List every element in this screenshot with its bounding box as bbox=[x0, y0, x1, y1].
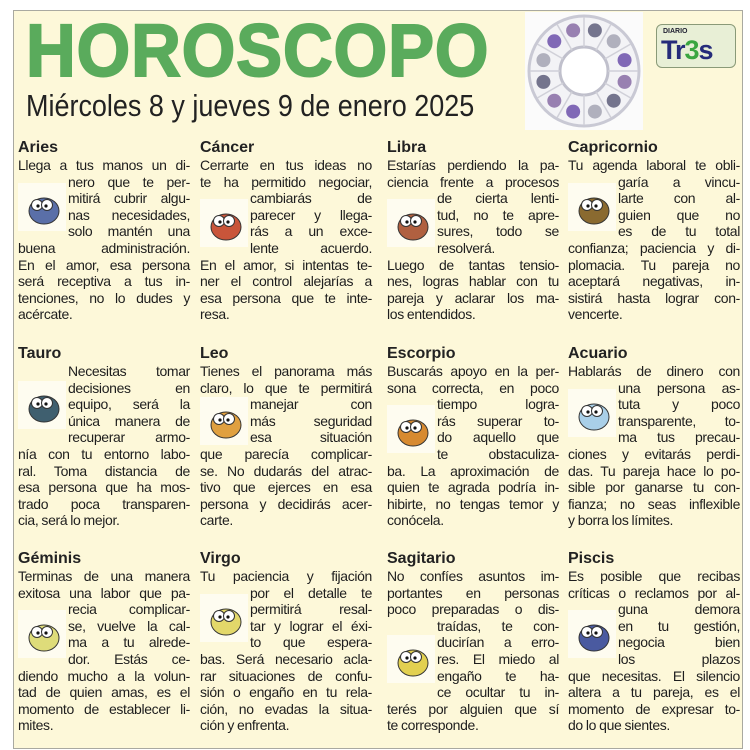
text-line: Estarías perdiendo la pa- bbox=[387, 157, 559, 173]
text-line: ner el control alejarías a bbox=[200, 273, 372, 290]
ram-icon bbox=[18, 183, 66, 231]
scorpion-icon bbox=[387, 405, 435, 453]
text-line: recia complicar- bbox=[68, 601, 190, 618]
text-line: ción y enfrenta. bbox=[200, 717, 290, 734]
text-line: solo mantén una bbox=[68, 223, 190, 240]
text-line: Llega a tus manos un di- bbox=[18, 157, 190, 173]
text-line: traídas, te con- bbox=[437, 617, 559, 634]
text-line: guna demora bbox=[618, 601, 740, 618]
text-line: nes, logras hablar con tu bbox=[387, 273, 559, 290]
text-line: larte con al- bbox=[618, 190, 740, 207]
text-line: poco preparadas o dis- bbox=[387, 601, 559, 618]
text-line: permitirá resal- bbox=[250, 601, 372, 618]
text-line: ma tus precau- bbox=[618, 429, 740, 446]
text-line: parecer y llega- bbox=[250, 206, 372, 223]
goat-icon bbox=[568, 183, 616, 231]
text-line: Tu agenda laboral te obli- bbox=[568, 157, 740, 173]
text-line: sistirá hasta lograr con- bbox=[568, 289, 740, 306]
text-line: de cierta lenti- bbox=[437, 190, 559, 207]
text-line: cambiarás de bbox=[250, 190, 372, 207]
text-line: tivo que ejerces en esa bbox=[200, 479, 372, 496]
text-line: res. El miedo al bbox=[437, 650, 559, 667]
text-line: Buscarás apoyo en la per- bbox=[387, 363, 559, 379]
text-line: única manera de bbox=[68, 412, 190, 429]
text-line: Tu paciencia y fijación bbox=[200, 568, 372, 584]
text-line: más seguridad bbox=[250, 412, 372, 429]
text-line: manejar con bbox=[250, 396, 372, 413]
sign-title: Escorpio bbox=[387, 345, 456, 362]
text-line: plomacia. Tu pareja no bbox=[568, 256, 740, 273]
diario-tres-logo bbox=[656, 24, 736, 68]
sign-acuario bbox=[568, 344, 740, 529]
text-line: esa persona que te inte- bbox=[200, 289, 372, 306]
text-line: buena administración. bbox=[18, 239, 190, 256]
text-line: cia, será lo mejor. bbox=[18, 512, 120, 529]
text-line: Hablarás de dinero con bbox=[568, 363, 740, 379]
text-line: Tienes el panorama más bbox=[200, 363, 372, 379]
text-line: engaño te ha- bbox=[437, 667, 559, 684]
text-line: esa persona que ha mos- bbox=[18, 479, 190, 496]
logo-small-text: DIARIO bbox=[663, 28, 688, 35]
text-line: sible por ganarse tu con- bbox=[568, 479, 740, 496]
text-line: garía a vincu- bbox=[618, 173, 740, 190]
sign-piscis bbox=[568, 549, 740, 734]
text-line: ma a tu alrede- bbox=[68, 634, 190, 651]
sign-escorpio bbox=[387, 344, 559, 529]
text-line: conócela. bbox=[387, 512, 444, 529]
text-line: hibirte, no tengas temor y bbox=[387, 495, 559, 512]
sign-title: Cáncer bbox=[200, 139, 255, 156]
sign-title: Piscis bbox=[568, 550, 615, 567]
text-line: vencerte. bbox=[568, 306, 623, 323]
text-line: críticas o reclamos por al- bbox=[568, 584, 740, 601]
text-line: rás a un exce- bbox=[250, 223, 372, 240]
sign-geminis bbox=[18, 549, 190, 734]
text-line: tiempo logra- bbox=[437, 396, 559, 413]
text-line: nas necesidades, bbox=[68, 206, 190, 223]
fish-icon bbox=[568, 610, 616, 658]
sign-title: Acuario bbox=[568, 345, 628, 362]
text-line: persona y decidirás acer- bbox=[200, 495, 372, 512]
text-line: En el amor, si intentas te- bbox=[200, 256, 372, 273]
text-line: en tu gestión, bbox=[618, 617, 740, 634]
sign-sagitario bbox=[387, 549, 559, 734]
text-line: ral. Toma distancia de bbox=[18, 462, 190, 479]
text-line: lente acuerdo. bbox=[250, 239, 372, 256]
text-line: carte. bbox=[200, 512, 233, 529]
sign-title: Aries bbox=[18, 139, 59, 156]
scales-icon bbox=[387, 199, 435, 247]
text-line: bas. Será necesario acla- bbox=[200, 650, 372, 667]
text-line: tud, no te apre- bbox=[437, 206, 559, 223]
text-line: pareja y aclarar los ma- bbox=[387, 289, 559, 306]
text-line: esa situación bbox=[250, 429, 372, 446]
text-line: das. Tu pareja hace lo po- bbox=[568, 462, 740, 479]
text-line: tuta y poco bbox=[618, 396, 740, 413]
date-subtitle: Miércoles 8 y jueves 9 de enero 2025 bbox=[26, 88, 475, 123]
sign-aries bbox=[18, 138, 190, 323]
text-line: guien que no bbox=[618, 206, 740, 223]
sign-title: Virgo bbox=[200, 550, 241, 567]
text-line: dor. Estás ce- bbox=[68, 650, 190, 667]
sign-title: Sagitario bbox=[387, 550, 456, 567]
text-line: rar situaciones de confu- bbox=[200, 667, 372, 684]
lion-icon bbox=[200, 397, 248, 445]
text-line: nero que te per- bbox=[68, 173, 190, 190]
text-line: trado poca transparen- bbox=[18, 495, 190, 512]
text-line: terés por alguien que sí bbox=[387, 700, 559, 717]
text-line: rás superar to- bbox=[437, 412, 559, 429]
text-line: resolverá. bbox=[437, 239, 495, 256]
text-line: nía con tu entorno labo- bbox=[18, 445, 190, 462]
text-line: sures, todo se bbox=[437, 223, 559, 240]
sign-title: Tauro bbox=[18, 345, 62, 362]
sign-tauro bbox=[18, 344, 190, 529]
text-line: te obstaculiza- bbox=[437, 445, 559, 462]
text-line: diendo mucho a la volun- bbox=[18, 667, 190, 684]
text-line: portantes en personas bbox=[387, 584, 559, 601]
sign-leo bbox=[200, 344, 372, 529]
text-line: resa. bbox=[200, 306, 230, 323]
text-line: se, vuelve la cal- bbox=[68, 617, 190, 634]
sign-capricornio bbox=[568, 138, 740, 323]
text-line: acércate. bbox=[18, 306, 73, 323]
zodiac-wheel-image bbox=[525, 12, 643, 130]
text-line: Es posible que recibas bbox=[568, 568, 740, 584]
text-line: ce ocultar tu in- bbox=[437, 684, 559, 701]
sign-title: Libra bbox=[387, 139, 427, 156]
text-line: te ha permitido negociar, bbox=[200, 173, 372, 190]
archer-icon bbox=[387, 635, 435, 683]
text-line: do lo que sientes. bbox=[568, 717, 670, 734]
text-line: momento de expresar to- bbox=[568, 700, 740, 717]
text-line: tad de quien amas, es el bbox=[18, 684, 190, 701]
text-line: Luego de tantas tensio- bbox=[387, 256, 559, 273]
page-title: HOROSCOPO bbox=[26, 9, 490, 92]
text-line: sión o engaño en tu rela- bbox=[200, 684, 372, 701]
text-line: quien te agrada podría in- bbox=[387, 479, 559, 496]
text-line: ciencia frente a procesos bbox=[387, 173, 559, 190]
text-line: los plazos bbox=[618, 650, 740, 667]
text-line: tar y lograr el éxi- bbox=[250, 617, 372, 634]
sign-title: Leo bbox=[200, 345, 229, 362]
text-line: transparente, to- bbox=[618, 412, 740, 429]
text-line: Cerrarte en tus ideas no bbox=[200, 157, 372, 173]
text-line: es de tu total bbox=[618, 223, 740, 240]
text-line: mitirá cubrir algu- bbox=[68, 190, 190, 207]
text-line: ducirían a erro- bbox=[437, 634, 559, 651]
text-line: momento de establecer li- bbox=[18, 700, 190, 717]
text-line: decisiones en bbox=[68, 379, 190, 396]
text-line: y borra los límites. bbox=[568, 512, 674, 529]
text-line: claro, lo que te permitirá bbox=[200, 379, 372, 396]
crab-icon bbox=[200, 199, 248, 247]
sign-virgo bbox=[200, 549, 372, 734]
text-line: exitosa una labor que pa- bbox=[18, 584, 190, 601]
text-line: do aquello que bbox=[437, 429, 559, 446]
text-line: fianza; no seas inflexible bbox=[568, 495, 740, 512]
text-line: se. No dudarás del atrac- bbox=[200, 462, 372, 479]
text-line: que parecía complicar- bbox=[200, 445, 372, 462]
text-line: to que espera- bbox=[250, 634, 372, 651]
text-line: ción, no evadas la situa- bbox=[200, 700, 372, 717]
text-line: que necesitas. El silencio bbox=[568, 667, 740, 684]
water-drop-icon bbox=[568, 389, 616, 437]
text-line: por el detalle te bbox=[250, 584, 372, 601]
twins-icon bbox=[18, 610, 66, 658]
text-line: altera a tu pareja, es el bbox=[568, 684, 740, 701]
text-line: En el amor, esa persona bbox=[18, 256, 190, 273]
sign-title: Capricornio bbox=[568, 139, 658, 156]
text-line: ciones y evitarás perdi- bbox=[568, 445, 740, 462]
bull-icon bbox=[18, 381, 66, 429]
text-line: tenciones, no lo dudes y bbox=[18, 289, 190, 306]
text-line: será receptiva a tus in- bbox=[18, 273, 190, 290]
maiden-icon bbox=[200, 594, 248, 642]
logo-brand: Tr3s bbox=[661, 35, 713, 65]
text-line: negocia bien bbox=[618, 634, 740, 651]
text-line: equipo, será la bbox=[68, 396, 190, 413]
sign-libra bbox=[387, 138, 559, 323]
text-line: te corresponde. bbox=[387, 717, 479, 734]
text-line: ba. La aproximación de bbox=[387, 462, 559, 479]
sign-title: Géminis bbox=[18, 550, 82, 567]
text-line: No confíes asuntos im- bbox=[387, 568, 559, 584]
text-line: una persona as- bbox=[618, 379, 740, 396]
text-line: los entendidos. bbox=[387, 306, 476, 323]
text-line: Necesitas tomar bbox=[68, 363, 190, 379]
zodiac-wheel-icon bbox=[525, 12, 643, 130]
text-line: sona correcta, en poco bbox=[387, 379, 559, 396]
sign-cancer bbox=[200, 138, 372, 323]
text-line: recuperar armo- bbox=[68, 429, 190, 446]
text-line: confianza; paciencia y di- bbox=[568, 239, 740, 256]
text-line: mites. bbox=[18, 717, 54, 734]
text-line: Terminas de una manera bbox=[18, 568, 190, 584]
text-line: aceptará negativas, in- bbox=[568, 273, 740, 290]
